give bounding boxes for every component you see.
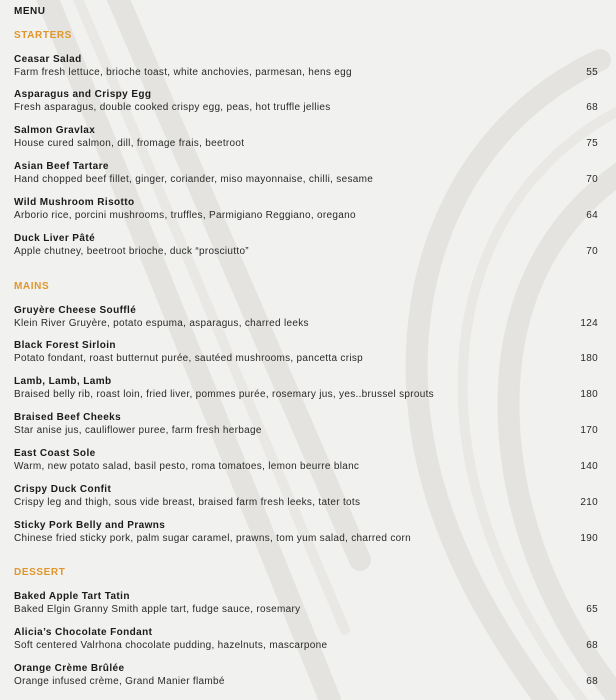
item-name: Baked Apple Tart Tatin bbox=[14, 591, 130, 602]
item-name: East Coast Sole bbox=[14, 448, 96, 459]
item-name: Duck Liver Pâté bbox=[14, 233, 96, 244]
item-name: Orange Crème Brûlée bbox=[14, 663, 125, 674]
item-description: Orange infused crème, Grand Manier flambé bbox=[14, 676, 225, 687]
menu-item bbox=[0, 233, 616, 265]
menu-item bbox=[0, 591, 616, 623]
item-price: 210 bbox=[580, 497, 598, 508]
item-price: 68 bbox=[586, 640, 598, 651]
menu-item bbox=[0, 305, 616, 337]
item-description: Braised belly rib, roast loin, fried liver, pommes purée, rosemary jus, yes..brussel sprouts bbox=[14, 389, 434, 400]
item-price: 68 bbox=[586, 676, 598, 687]
menu-item bbox=[0, 627, 616, 659]
menu-item bbox=[0, 484, 616, 516]
item-name: Gruyère Cheese Soufflé bbox=[14, 305, 137, 316]
item-price: 70 bbox=[586, 174, 598, 185]
menu-item bbox=[0, 125, 616, 157]
item-price: 190 bbox=[580, 533, 598, 544]
item-description: Warm, new potato salad, basil pesto, roma tomatoes, lemon beurre blanc bbox=[14, 461, 360, 472]
item-description: Arborio rice, porcini mushrooms, truffles, Parmigiano Reggiano, oregano bbox=[14, 210, 356, 221]
item-name: Asian Beef Tartare bbox=[14, 161, 109, 172]
item-price: 140 bbox=[580, 461, 598, 472]
item-price: 75 bbox=[586, 138, 598, 149]
menu-item bbox=[0, 340, 616, 372]
item-description: Chinese fried sticky pork, palm sugar caramel, prawns, tom yum salad, charred corn bbox=[14, 533, 411, 544]
item-name: Black Forest Sirloin bbox=[14, 340, 116, 351]
item-price: 124 bbox=[580, 318, 598, 329]
item-price: 170 bbox=[580, 425, 598, 436]
menu-item bbox=[0, 520, 616, 552]
item-description: House cured salmon, dill, fromage frais, beetroot bbox=[14, 138, 245, 149]
section-title: DESSERT bbox=[14, 567, 66, 578]
item-name: Crispy Duck Confit bbox=[14, 484, 112, 495]
item-price: 68 bbox=[586, 102, 598, 113]
item-description: Star anise jus, cauliflower puree, farm fresh herbage bbox=[14, 425, 262, 436]
item-price: 65 bbox=[586, 604, 598, 615]
item-description: Crispy leg and thigh, sous vide breast, braised farm fresh leeks, tater tots bbox=[14, 497, 361, 508]
item-description: Baked Elgin Granny Smith apple tart, fudge sauce, rosemary bbox=[14, 604, 301, 615]
item-description: Hand chopped beef fillet, ginger, coriander, miso mayonnaise, chilli, sesame bbox=[14, 174, 374, 185]
item-price: 64 bbox=[586, 210, 598, 221]
menu-title: MENU bbox=[14, 6, 46, 17]
item-description: Klein River Gruyère, potato espuma, asparagus, charred leeks bbox=[14, 318, 309, 329]
section-title: MAINS bbox=[14, 281, 50, 292]
menu-item bbox=[0, 89, 616, 121]
item-description: Apple chutney, beetroot brioche, duck “prosciutto” bbox=[14, 246, 249, 257]
menu-item bbox=[0, 197, 616, 229]
item-description: Fresh asparagus, double cooked crispy egg, peas, hot truffle jellies bbox=[14, 102, 331, 113]
menu-item bbox=[0, 54, 616, 86]
item-name: Ceasar Salad bbox=[14, 54, 82, 65]
item-name: Lamb, Lamb, Lamb bbox=[14, 376, 112, 387]
item-name: Sticky Pork Belly and Prawns bbox=[14, 520, 166, 531]
item-description: Soft centered Valrhona chocolate pudding, hazelnuts, mascarpone bbox=[14, 640, 328, 651]
item-name: Braised Beef Cheeks bbox=[14, 412, 122, 423]
item-name: Asparagus and Crispy Egg bbox=[14, 89, 152, 100]
section-title: STARTERS bbox=[14, 30, 72, 41]
item-price: 70 bbox=[586, 246, 598, 257]
menu-item bbox=[0, 161, 616, 193]
item-name: Alicia’s Chocolate Fondant bbox=[14, 627, 153, 638]
menu-item bbox=[0, 448, 616, 480]
item-price: 180 bbox=[580, 353, 598, 364]
item-description: Potato fondant, roast butternut purée, sautéed mushrooms, pancetta crisp bbox=[14, 353, 364, 364]
item-price: 180 bbox=[580, 389, 598, 400]
menu-item bbox=[0, 376, 616, 408]
item-name: Wild Mushroom Risotto bbox=[14, 197, 135, 208]
menu-item bbox=[0, 412, 616, 444]
menu-item bbox=[0, 663, 616, 695]
item-price: 55 bbox=[586, 67, 598, 78]
item-name: Salmon Gravlax bbox=[14, 125, 96, 136]
item-description: Farm fresh lettuce, brioche toast, white anchovies, parmesan, hens egg bbox=[14, 67, 352, 78]
